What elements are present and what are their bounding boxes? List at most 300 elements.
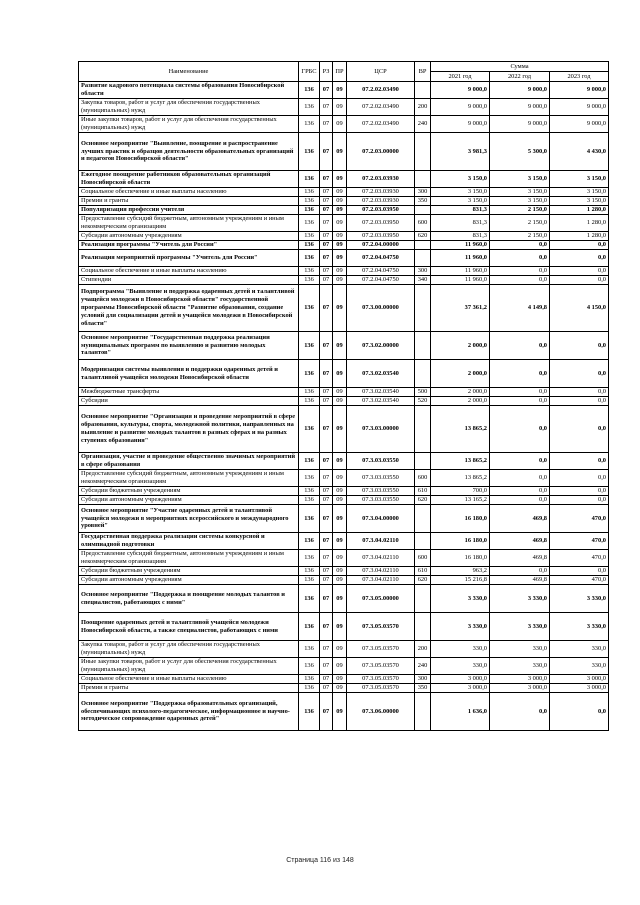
cell-csr: 07.2.03.00000 — [347, 133, 415, 171]
cell-grbs: 136 — [299, 215, 320, 232]
cell-csr: 07.2.03.03950 — [347, 215, 415, 232]
budget-document — [78, 61, 608, 731]
cell-2021: 11 960,0 — [431, 241, 490, 250]
table-row — [79, 487, 609, 496]
cell-pr: 09 — [333, 658, 347, 675]
cell-2023: 3 150,0 — [550, 197, 609, 206]
cell-2021: 3 330,0 — [431, 585, 490, 613]
cell-rz: 07 — [320, 82, 333, 99]
cell-vr — [415, 250, 431, 267]
cell-name: Премии и гранты — [79, 684, 299, 693]
cell-2023: 3 330,0 — [550, 613, 609, 641]
table-row — [79, 397, 609, 406]
cell-vr — [415, 285, 431, 332]
table-row — [79, 693, 609, 731]
table-row — [79, 82, 609, 99]
cell-rz: 07 — [320, 197, 333, 206]
cell-2023: 3 000,0 — [550, 675, 609, 684]
cell-2022: 330,0 — [490, 641, 550, 658]
cell-2022: 0,0 — [490, 267, 550, 276]
cell-csr: 07.3.04.02110 — [347, 567, 415, 576]
cell-csr: 07.3.03.03550 — [347, 487, 415, 496]
table-row — [79, 232, 609, 241]
cell-2023: 0,0 — [550, 267, 609, 276]
table-row — [79, 406, 609, 453]
cell-pr: 09 — [333, 215, 347, 232]
cell-2022: 0,0 — [490, 250, 550, 267]
cell-2021: 1 636,0 — [431, 693, 490, 731]
cell-csr: 07.3.04.02110 — [347, 576, 415, 585]
cell-2021: 3 150,0 — [431, 171, 490, 188]
cell-2022: 0,0 — [490, 470, 550, 487]
cell-name: Субсидии автономным учреждениям — [79, 496, 299, 505]
cell-2021: 9 000,0 — [431, 99, 490, 116]
cell-csr: 07.3.02.00000 — [347, 332, 415, 360]
cell-rz: 07 — [320, 406, 333, 453]
cell-csr: 07.2.02.03490 — [347, 116, 415, 133]
cell-pr: 09 — [333, 533, 347, 550]
cell-2022: 0,0 — [490, 567, 550, 576]
cell-csr: 07.2.03.03930 — [347, 188, 415, 197]
cell-pr: 09 — [333, 267, 347, 276]
cell-name: Социальное обеспечение и иные выплаты населению — [79, 267, 299, 276]
cell-vr: 200 — [415, 99, 431, 116]
cell-vr — [415, 585, 431, 613]
cell-vr: 600 — [415, 550, 431, 567]
cell-vr — [415, 453, 431, 470]
cell-2022: 2 150,0 — [490, 206, 550, 215]
cell-vr: 620 — [415, 232, 431, 241]
cell-2023: 9 000,0 — [550, 116, 609, 133]
cell-2023: 4 430,0 — [550, 133, 609, 171]
cell-2022: 3 000,0 — [490, 684, 550, 693]
cell-csr: 07.2.02.03490 — [347, 82, 415, 99]
cell-grbs: 136 — [299, 453, 320, 470]
cell-2023: 0,0 — [550, 332, 609, 360]
cell-name: Иные закупки товаров, работ и услуг для обеспечения государственных (муниципальных) нужд — [79, 116, 299, 133]
cell-2023: 330,0 — [550, 641, 609, 658]
cell-name: Иные закупки товаров, работ и услуг для обеспечения государственных (муниципальных) нужд — [79, 658, 299, 675]
cell-2023: 1 280,0 — [550, 206, 609, 215]
header-name: Наименование — [79, 62, 299, 82]
cell-name: Субсидии бюджетным учреждениям — [79, 487, 299, 496]
cell-vr — [415, 505, 431, 533]
cell-grbs: 136 — [299, 206, 320, 215]
table-row — [79, 285, 609, 332]
cell-grbs: 136 — [299, 693, 320, 731]
cell-csr: 07.2.04.04750 — [347, 276, 415, 285]
cell-vr: 500 — [415, 388, 431, 397]
cell-2023: 0,0 — [550, 693, 609, 731]
table-row — [79, 496, 609, 505]
cell-2022: 0,0 — [490, 388, 550, 397]
cell-csr: 07.2.04.04750 — [347, 250, 415, 267]
cell-pr: 09 — [333, 133, 347, 171]
cell-pr: 09 — [333, 171, 347, 188]
cell-rz: 07 — [320, 276, 333, 285]
cell-2022: 0,0 — [490, 241, 550, 250]
cell-2021: 330,0 — [431, 658, 490, 675]
cell-2021: 13 865,2 — [431, 406, 490, 453]
cell-2022: 3 330,0 — [490, 613, 550, 641]
cell-rz: 07 — [320, 576, 333, 585]
cell-name: Стипендии — [79, 276, 299, 285]
cell-csr: 07.3.03.03550 — [347, 496, 415, 505]
cell-grbs: 136 — [299, 576, 320, 585]
cell-csr: 07.3.05.03570 — [347, 613, 415, 641]
cell-pr: 09 — [333, 232, 347, 241]
cell-name: Подпрограмма "Выявление и поддержка одаренных детей и талантливой учащейся молодежи в Новосибирской области" государственной программы Новосибирской области "Развитие образования, создание условий для социализации детей и учащейся молодежи в Новосибирской области" — [79, 285, 299, 332]
cell-rz: 07 — [320, 116, 333, 133]
cell-2022: 330,0 — [490, 658, 550, 675]
cell-2021: 3 000,0 — [431, 675, 490, 684]
table-row — [79, 567, 609, 576]
cell-rz: 07 — [320, 188, 333, 197]
cell-2023: 470,0 — [550, 505, 609, 533]
cell-grbs: 136 — [299, 406, 320, 453]
table-row — [79, 550, 609, 567]
cell-csr: 07.3.05.00000 — [347, 585, 415, 613]
cell-rz: 07 — [320, 215, 333, 232]
cell-name: Основное мероприятие "Выявление, поощрение и распространение лучших практик и образцов деятельности образовательных организаций и педагогов Новосибирской области" — [79, 133, 299, 171]
cell-2023: 0,0 — [550, 470, 609, 487]
cell-rz: 07 — [320, 232, 333, 241]
cell-pr: 09 — [333, 388, 347, 397]
table-body — [79, 82, 609, 731]
budget-table — [78, 61, 609, 731]
cell-grbs: 136 — [299, 197, 320, 206]
cell-grbs: 136 — [299, 360, 320, 388]
cell-rz: 07 — [320, 360, 333, 388]
cell-2022: 3 150,0 — [490, 188, 550, 197]
cell-2022: 5 300,0 — [490, 133, 550, 171]
cell-csr: 07.3.05.03570 — [347, 658, 415, 675]
cell-grbs: 136 — [299, 82, 320, 99]
cell-pr: 09 — [333, 453, 347, 470]
cell-2021: 16 180,0 — [431, 550, 490, 567]
cell-csr: 07.2.04.00000 — [347, 241, 415, 250]
table-row — [79, 267, 609, 276]
cell-csr: 07.3.02.03540 — [347, 360, 415, 388]
cell-pr: 09 — [333, 613, 347, 641]
cell-rz: 07 — [320, 99, 333, 116]
cell-2021: 11 960,0 — [431, 250, 490, 267]
cell-rz: 07 — [320, 550, 333, 567]
cell-rz: 07 — [320, 397, 333, 406]
cell-2022: 469,8 — [490, 533, 550, 550]
cell-rz: 07 — [320, 171, 333, 188]
cell-2022: 469,8 — [490, 550, 550, 567]
cell-vr — [415, 533, 431, 550]
cell-pr: 09 — [333, 197, 347, 206]
cell-vr — [415, 613, 431, 641]
table-row — [79, 116, 609, 133]
cell-csr: 07.2.02.03490 — [347, 99, 415, 116]
cell-2022: 3 150,0 — [490, 197, 550, 206]
table-row — [79, 684, 609, 693]
cell-pr: 09 — [333, 585, 347, 613]
table-row — [79, 641, 609, 658]
cell-csr: 07.3.00.00000 — [347, 285, 415, 332]
cell-grbs: 136 — [299, 241, 320, 250]
cell-2021: 831,3 — [431, 215, 490, 232]
cell-rz: 07 — [320, 388, 333, 397]
cell-pr: 09 — [333, 250, 347, 267]
cell-csr: 07.2.04.04750 — [347, 267, 415, 276]
cell-pr: 09 — [333, 116, 347, 133]
cell-2022: 2 150,0 — [490, 232, 550, 241]
cell-2022: 0,0 — [490, 397, 550, 406]
header-pr: ПР — [333, 62, 347, 82]
cell-grbs: 136 — [299, 332, 320, 360]
cell-grbs: 136 — [299, 487, 320, 496]
cell-grbs: 136 — [299, 550, 320, 567]
cell-vr: 350 — [415, 197, 431, 206]
cell-grbs: 136 — [299, 276, 320, 285]
cell-grbs: 136 — [299, 470, 320, 487]
cell-2022: 9 000,0 — [490, 82, 550, 99]
cell-csr: 07.2.03.03930 — [347, 171, 415, 188]
table-row — [79, 206, 609, 215]
cell-csr: 07.2.03.03950 — [347, 232, 415, 241]
cell-vr — [415, 82, 431, 99]
cell-grbs: 136 — [299, 675, 320, 684]
cell-grbs: 136 — [299, 171, 320, 188]
cell-2022: 0,0 — [490, 693, 550, 731]
cell-vr — [415, 693, 431, 731]
cell-vr: 610 — [415, 567, 431, 576]
cell-name: Предоставление субсидий бюджетным, автономным учреждениям и иным некоммерческим организациям — [79, 215, 299, 232]
cell-pr: 09 — [333, 550, 347, 567]
cell-csr: 07.3.02.03540 — [347, 397, 415, 406]
cell-name: Поощрение одаренных детей и талантливой учащейся молодежи Новосибирской области, а также специалистов, работающих с ними — [79, 613, 299, 641]
cell-2021: 2 000,0 — [431, 397, 490, 406]
cell-pr: 09 — [333, 99, 347, 116]
cell-name: Реализация программы "Учитель для России" — [79, 241, 299, 250]
header-sum: Сумма — [431, 62, 609, 72]
cell-rz: 07 — [320, 241, 333, 250]
cell-vr: 240 — [415, 658, 431, 675]
cell-2023: 1 280,0 — [550, 232, 609, 241]
cell-grbs: 136 — [299, 567, 320, 576]
cell-2021: 831,3 — [431, 232, 490, 241]
cell-csr: 07.3.05.03570 — [347, 675, 415, 684]
cell-2021: 16 180,0 — [431, 505, 490, 533]
cell-2021: 2 000,0 — [431, 332, 490, 360]
cell-2022: 0,0 — [490, 360, 550, 388]
table-row — [79, 453, 609, 470]
cell-vr — [415, 332, 431, 360]
cell-name: Субсидии бюджетным учреждениям — [79, 567, 299, 576]
page-number: Страница 116 из 148 — [286, 857, 354, 864]
cell-2022: 3 000,0 — [490, 675, 550, 684]
cell-vr: 620 — [415, 576, 431, 585]
cell-csr: 07.3.05.03570 — [347, 641, 415, 658]
table-row — [79, 585, 609, 613]
cell-name: Модернизация системы выявления и поддержки одаренных детей и талантливой учащейся молодежи Новосибирской области — [79, 360, 299, 388]
table-row — [79, 675, 609, 684]
cell-2023: 0,0 — [550, 406, 609, 453]
table-row — [79, 99, 609, 116]
cell-2022: 9 000,0 — [490, 99, 550, 116]
cell-pr: 09 — [333, 276, 347, 285]
header-2021: 2021 год — [431, 72, 490, 82]
cell-name: Закупка товаров, работ и услуг для обеспечения государственных (муниципальных) нужд — [79, 99, 299, 116]
cell-rz: 07 — [320, 693, 333, 731]
table-row — [79, 388, 609, 397]
cell-rz: 07 — [320, 613, 333, 641]
cell-name: Субсидии автономным учреждениям — [79, 232, 299, 241]
cell-name: Основное мероприятие "Организация и проведение мероприятий в сфере образования, культуры, спорта, молодежной политики, направленных на выявление и развитие молодых талантов в разных сферах и на разных ступенях образования" — [79, 406, 299, 453]
cell-csr: 07.3.04.00000 — [347, 505, 415, 533]
cell-2023: 470,0 — [550, 550, 609, 567]
cell-name: Закупка товаров, работ и услуг для обеспечения государственных (муниципальных) нужд — [79, 641, 299, 658]
cell-name: Предоставление субсидий бюджетным, автономным учреждениям и иным некоммерческим организациям — [79, 550, 299, 567]
cell-rz: 07 — [320, 496, 333, 505]
cell-grbs: 136 — [299, 397, 320, 406]
cell-grbs: 136 — [299, 658, 320, 675]
cell-pr: 09 — [333, 675, 347, 684]
cell-2021: 16 180,0 — [431, 533, 490, 550]
cell-pr: 09 — [333, 567, 347, 576]
cell-name: Государственная поддержка реализации системы конкурсной и олимпиадной подготовки — [79, 533, 299, 550]
cell-vr: 350 — [415, 684, 431, 693]
cell-2023: 9 000,0 — [550, 82, 609, 99]
cell-rz: 07 — [320, 675, 333, 684]
cell-vr: 300 — [415, 188, 431, 197]
cell-2023: 0,0 — [550, 496, 609, 505]
cell-rz: 07 — [320, 133, 333, 171]
cell-name: Основное мероприятие "Участие одаренных детей и талантливой учащейся молодежи в мероприятиях всероссийского и международного уровней" — [79, 505, 299, 533]
cell-2022: 0,0 — [490, 406, 550, 453]
cell-grbs: 136 — [299, 388, 320, 397]
cell-2022: 0,0 — [490, 332, 550, 360]
cell-csr: 07.3.04.02110 — [347, 533, 415, 550]
cell-2022: 0,0 — [490, 276, 550, 285]
cell-vr — [415, 241, 431, 250]
cell-csr: 07.3.02.03540 — [347, 388, 415, 397]
cell-2023: 0,0 — [550, 250, 609, 267]
table-row — [79, 171, 609, 188]
cell-vr: 620 — [415, 496, 431, 505]
cell-csr: 07.3.04.02110 — [347, 550, 415, 567]
cell-2023: 3 150,0 — [550, 171, 609, 188]
cell-2021: 37 361,2 — [431, 285, 490, 332]
cell-pr: 09 — [333, 82, 347, 99]
cell-rz: 07 — [320, 206, 333, 215]
cell-pr: 09 — [333, 188, 347, 197]
cell-2023: 3 150,0 — [550, 188, 609, 197]
header-vr: ВР — [415, 62, 431, 82]
cell-vr — [415, 206, 431, 215]
cell-grbs: 136 — [299, 533, 320, 550]
cell-grbs: 136 — [299, 99, 320, 116]
cell-2023: 9 000,0 — [550, 99, 609, 116]
cell-csr: 07.3.05.03570 — [347, 684, 415, 693]
cell-name: Премии и гранты — [79, 197, 299, 206]
cell-2021: 700,0 — [431, 487, 490, 496]
cell-grbs: 136 — [299, 684, 320, 693]
cell-2021: 9 000,0 — [431, 82, 490, 99]
cell-name: Социальное обеспечение и иные выплаты населению — [79, 675, 299, 684]
cell-rz: 07 — [320, 658, 333, 675]
cell-2022: 469,8 — [490, 505, 550, 533]
table-row — [79, 505, 609, 533]
cell-rz: 07 — [320, 487, 333, 496]
cell-2023: 0,0 — [550, 388, 609, 397]
cell-vr — [415, 360, 431, 388]
cell-csr: 07.3.06.00000 — [347, 693, 415, 731]
cell-name: Ежегодное поощрение работников образовательных организаций Новосибирской области — [79, 171, 299, 188]
cell-vr: 300 — [415, 267, 431, 276]
table-row — [79, 576, 609, 585]
table-row — [79, 276, 609, 285]
cell-2022: 469,8 — [490, 576, 550, 585]
table-row — [79, 470, 609, 487]
cell-rz: 07 — [320, 567, 333, 576]
cell-rz: 07 — [320, 285, 333, 332]
cell-pr: 09 — [333, 360, 347, 388]
cell-name: Популяризация профессии учителя — [79, 206, 299, 215]
table-row — [79, 250, 609, 267]
cell-pr: 09 — [333, 693, 347, 731]
cell-2023: 0,0 — [550, 567, 609, 576]
cell-pr: 09 — [333, 641, 347, 658]
cell-pr: 09 — [333, 285, 347, 332]
cell-2021: 3 330,0 — [431, 613, 490, 641]
cell-2021: 11 960,0 — [431, 267, 490, 276]
table-row — [79, 215, 609, 232]
cell-2023: 330,0 — [550, 658, 609, 675]
cell-name: Субсидии автономным учреждениям — [79, 576, 299, 585]
table-row — [79, 332, 609, 360]
cell-name: Основное мероприятие "Государственная поддержка реализации муниципальных программ по выявлению и развитию молодых талантов" — [79, 332, 299, 360]
cell-2022: 0,0 — [490, 496, 550, 505]
header-rz: РЗ — [320, 62, 333, 82]
cell-rz: 07 — [320, 684, 333, 693]
cell-2023: 0,0 — [550, 397, 609, 406]
cell-csr: 07.3.03.00000 — [347, 406, 415, 453]
cell-pr: 09 — [333, 496, 347, 505]
cell-pr: 09 — [333, 206, 347, 215]
cell-2021: 3 150,0 — [431, 197, 490, 206]
cell-2022: 4 149,8 — [490, 285, 550, 332]
cell-name: Предоставление субсидий бюджетным, автономным учреждениям и иным некоммерческим организациям — [79, 470, 299, 487]
table-row — [79, 197, 609, 206]
cell-csr: 07.2.03.03950 — [347, 206, 415, 215]
cell-2021: 13 865,2 — [431, 453, 490, 470]
cell-name: Развитие кадрового потенциала системы образования Новосибирской области — [79, 82, 299, 99]
cell-name: Организация, участие и проведение общественно значимых мероприятий в сфере образования — [79, 453, 299, 470]
cell-2022: 2 150,0 — [490, 215, 550, 232]
cell-2021: 3 000,0 — [431, 684, 490, 693]
cell-rz: 07 — [320, 641, 333, 658]
table-row — [79, 360, 609, 388]
cell-vr: 610 — [415, 487, 431, 496]
cell-name: Основное мероприятие "Поддержка и поощрение молодых талантов и специалистов, работающих с ними" — [79, 585, 299, 613]
cell-rz: 07 — [320, 585, 333, 613]
header-2023: 2023 год — [550, 72, 609, 82]
cell-2021: 831,3 — [431, 206, 490, 215]
cell-2021: 2 000,0 — [431, 388, 490, 397]
cell-2021: 9 000,0 — [431, 116, 490, 133]
cell-vr: 520 — [415, 397, 431, 406]
cell-2023: 0,0 — [550, 360, 609, 388]
header-2022: 2022 год — [490, 72, 550, 82]
cell-vr: 200 — [415, 641, 431, 658]
cell-vr — [415, 406, 431, 453]
header-grbs: ГРБС — [299, 62, 320, 82]
